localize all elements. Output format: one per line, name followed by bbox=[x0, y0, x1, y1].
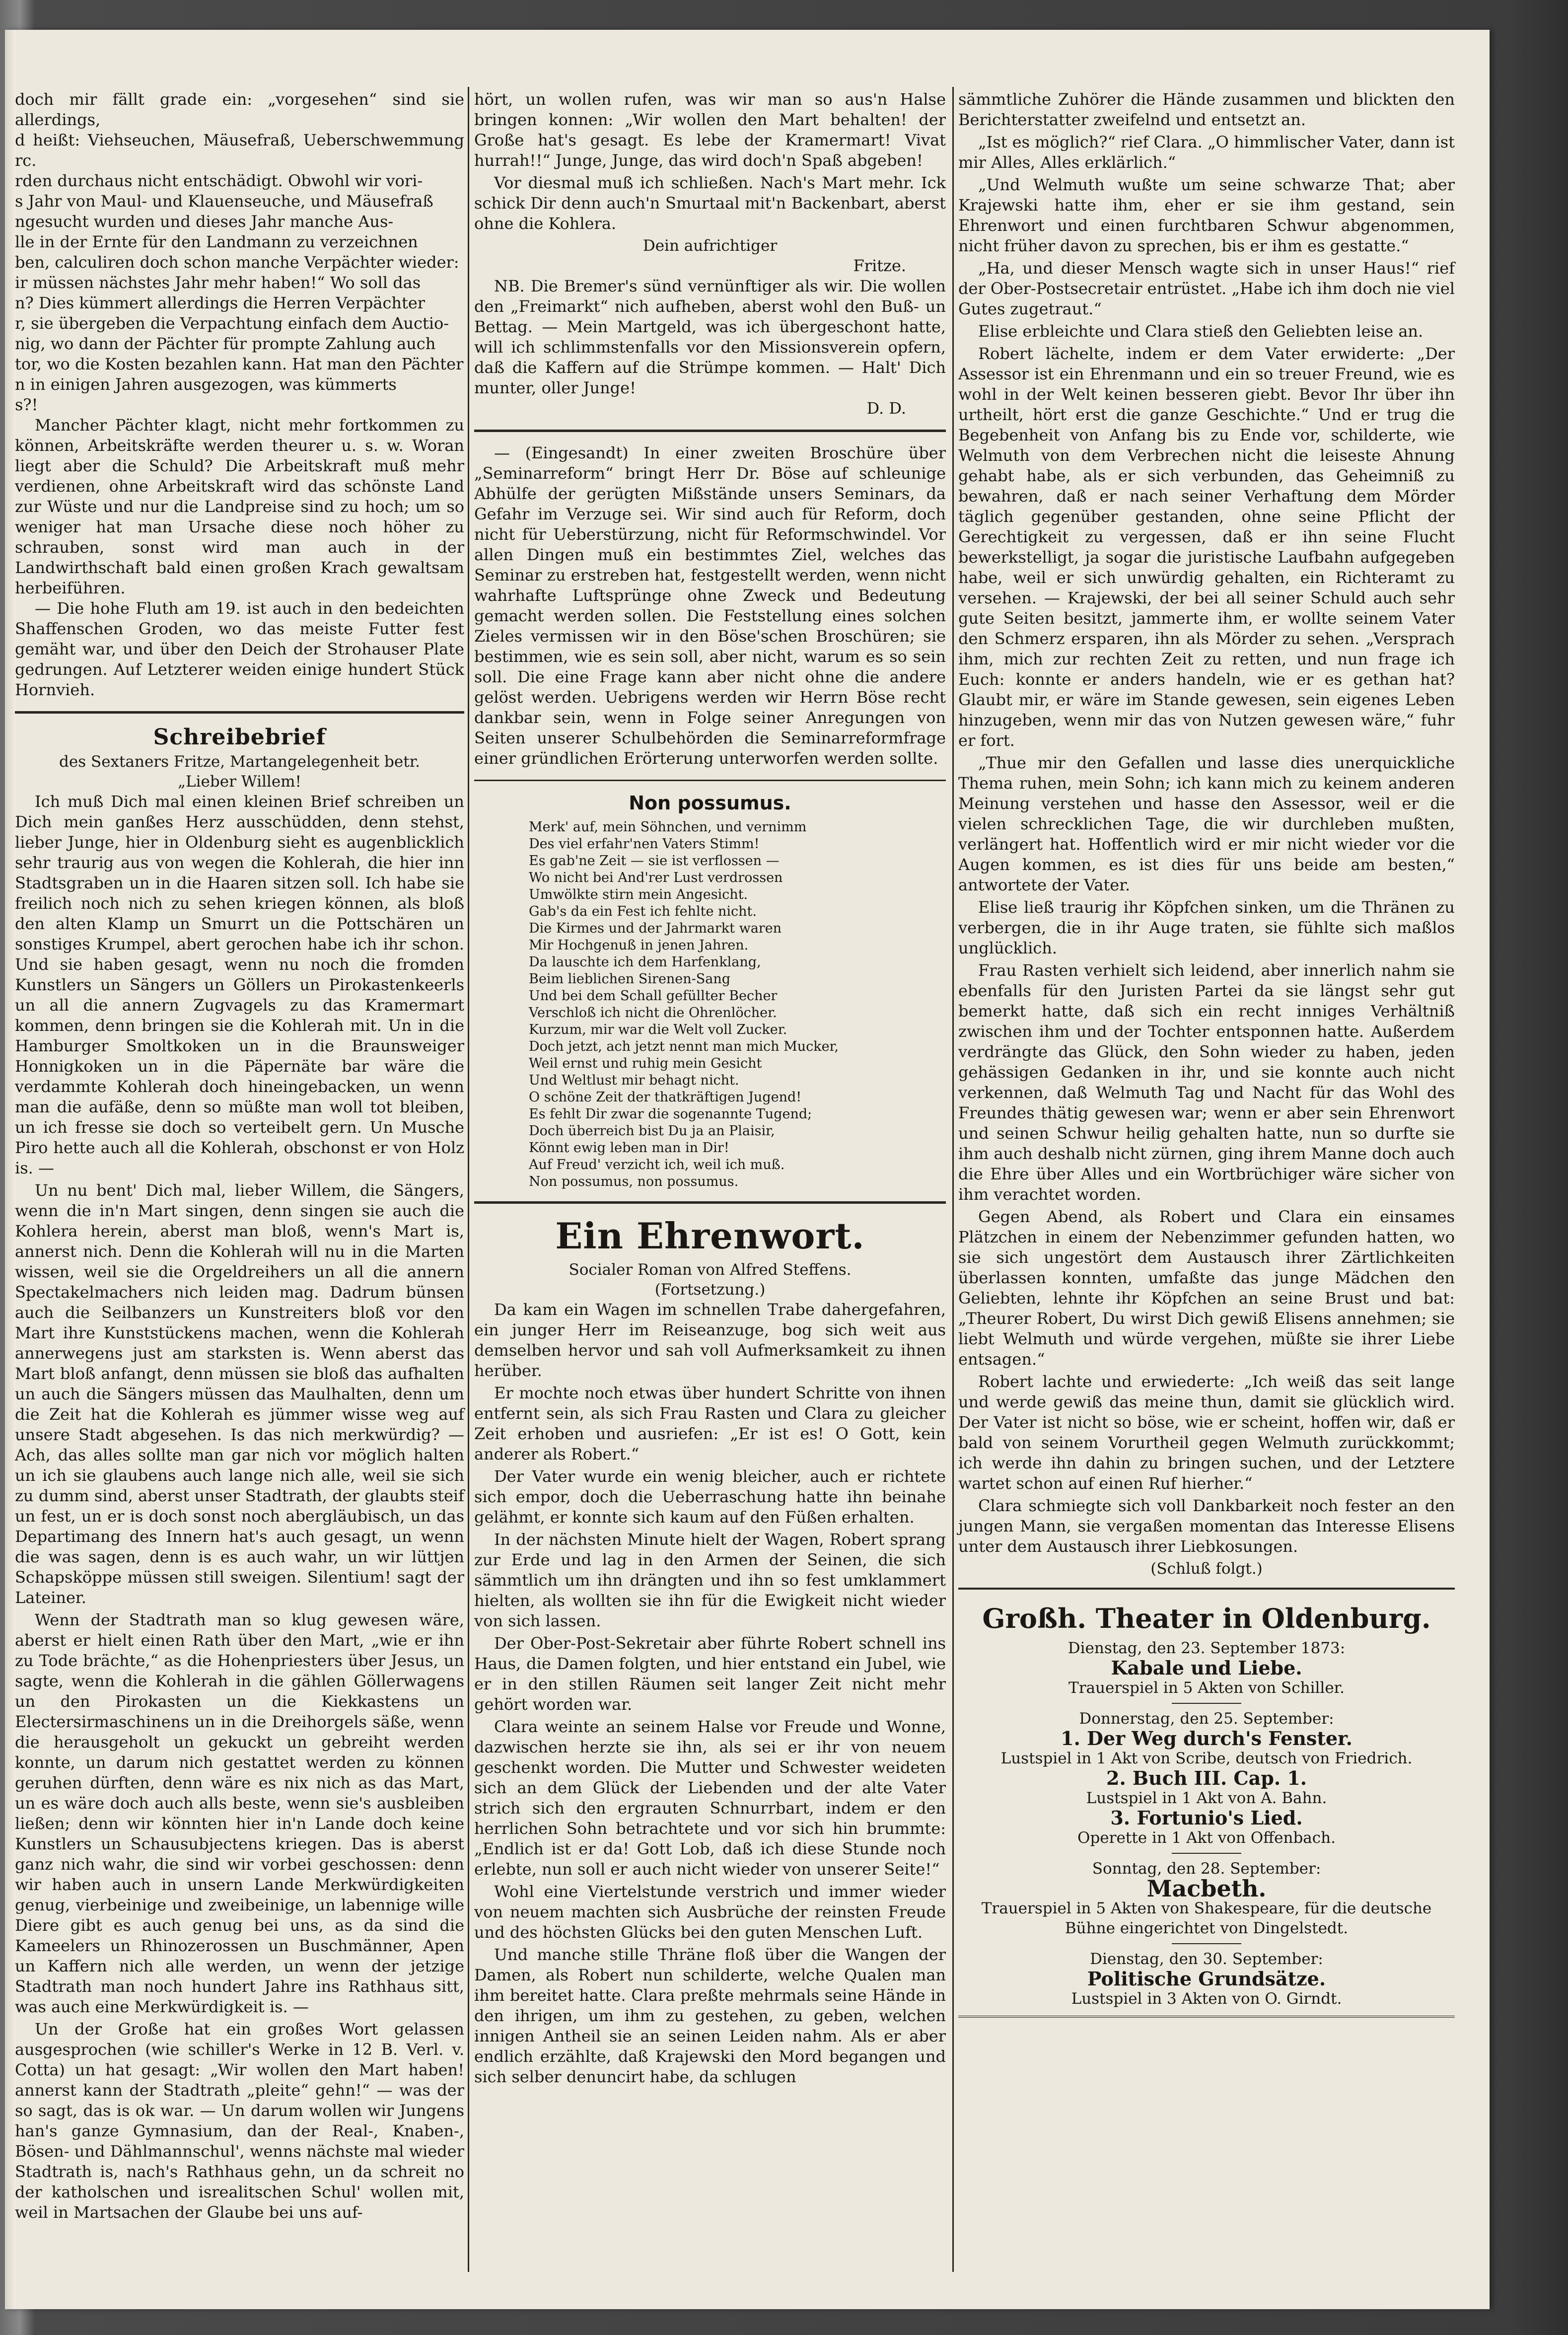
poem-line: Kurzum, mir war die Welt voll Zucker. bbox=[529, 1022, 787, 1037]
performance-description: Trauerspiel in 5 Akten von Schiller. bbox=[1069, 1679, 1345, 1697]
poem-line: Und bei dem Schall gefüllter Becher bbox=[529, 988, 778, 1004]
text-line: doch mir fällt grade ein: „vorgesehen“ sind sie allerdings, bbox=[15, 90, 464, 129]
column-left bbox=[15, 89, 464, 2225]
letter-postscript: NB. Die Bremer's sünd vernünftiger als wir. Die wollen den „Freimarkt“ nich aufheben, aberst wohl den Buß- un Bettag. — Mein Martgeld, was ich übergeschont hatte, will ich schlimmstenfalls vor den Missionsverein opfern, daß die Kaffern auf die Strümpe kommen. — Halt' Dich munter, oller Junge! bbox=[474, 277, 946, 397]
column-left-intro bbox=[15, 89, 464, 415]
performance-description: Lustspiel in 1 Akt von A. Bahn. bbox=[1086, 1789, 1327, 1807]
novel-title: Ein Ehrenwort. bbox=[555, 1215, 865, 1257]
novel-body-continued bbox=[958, 89, 1455, 1557]
theater-title: Großh. Theater in Oldenburg. bbox=[982, 1603, 1431, 1634]
poem-line: Die Kirmes und der Jahrmarkt waren bbox=[529, 921, 782, 936]
performance-date: Dienstag, den 23. September 1873: bbox=[1068, 1639, 1346, 1657]
text-line: n? Dies kümmert allerdings die Herren Verpächter bbox=[15, 293, 426, 312]
column-right bbox=[958, 89, 1455, 2018]
text-line: ir müssen nächstes Jahr mehr haben!“ Wo soll das bbox=[15, 273, 421, 292]
poem-line: Da lauschte ich dem Harfenklang, bbox=[529, 954, 761, 970]
performance-description: Lustspiel in 3 Akten von O. Girndt. bbox=[1071, 1990, 1342, 2008]
novel-continuation-note: (Fortsetzung.) bbox=[654, 1281, 766, 1299]
novel-paragraph: Elise ließ traurig ihr Köpfchen sinken, um die Thränen zu verbergen, die in ihr Auge traten, sie fühlte sich maßlos unglücklich. bbox=[958, 898, 1455, 957]
letter-paragraph: Vor diesmal muß ich schließen. Nach's Mart mehr. Ick schick Dir denn auch'n Smurtaal mit'n Backenbart, aberst ohne die Kohlera. bbox=[474, 173, 946, 233]
novel-body bbox=[474, 1300, 946, 2087]
novel-paragraph: In der nächsten Minute hielt der Wagen, Robert sprang zur Erde und lag in den Armen der Seinen, die sich sämmtlich um ihn drängten und ihn so fest umklammert hielten, als wollten sie ihn für die Ewigkeit nicht wieder von sich lassen. bbox=[474, 1530, 946, 1630]
performance-date: Dienstag, den 30. September: bbox=[1090, 1950, 1323, 1968]
poem-line: Beim lieblichen Sirenen-Sang bbox=[529, 971, 731, 987]
text-line: ben, calculiren doch schon manche Verpächter wieder: bbox=[15, 253, 459, 272]
novel-paragraph: sämmtliche Zuhörer die Hände zusammen und blickten den Berichterstatter zweifelnd und entsetzt an. bbox=[958, 90, 1455, 129]
novel-paragraph: „Thue mir den Gefallen und lasse dies unerquickliche Thema ruhen, mein Sohn; ich kann mich zu keinem anderen Meinung verstehen und hasse den Assessor, weil er die vielen schrecklichen Tage, die wir durchleben mußten, verlängert hat. Hoffentlich wird er mir nicht wieder vor die Augen kommen, es ist dies für uns beide am besten,“ antwortete der Vater. bbox=[958, 753, 1455, 894]
letter-closing: Dein aufrichtiger bbox=[642, 237, 778, 255]
divider bbox=[1172, 1703, 1241, 1704]
theater-announcement bbox=[958, 1588, 1455, 2018]
postscript-signature: D. D. bbox=[866, 399, 906, 418]
letter-subtitle: des Sextaners Fritze, Martangelegenheit betr. bbox=[59, 753, 420, 771]
letter-paragraph: Un der Große hat ein großes Wort gelassen ausgesprochen (wie schiller's Werke in 12 B. Verl. v. Cotta) un hat gesagt: „Wir wollen den Mart haben! annerst kann der Stadtrath „pleite“ gehn!“ — was der so sagt, das is ok war. — Un darum wollen wir Jungens han's ganze Gymnasium, dan der Real-, Knaben-, Bösen- und Dählmannschul', wenns nächste mal wieder Stadtrath is, nach's Rathhaus gehn, un da schreit no der katholschen und isrealitschen Schul' wollen mit, weil in Martsachen der Glaube bei uns auf- bbox=[15, 2020, 464, 2222]
text-line: s?! bbox=[15, 395, 38, 414]
novel-paragraph: Clara schmiegte sich voll Dankbarkeit noch fester an den jungen Mann, sie vergaßen momentan das Interesse Elisens unter dem Austausch ihrer Liebkosungen. bbox=[958, 1496, 1455, 1556]
text-line: rden durchaus nicht entschädigt. Obwohl wir vori- bbox=[15, 171, 423, 190]
section-divider bbox=[474, 430, 946, 432]
novel-paragraph: Der Ober-Post-Sekretair aber führte Robert schnell ins Haus, die Damen folgten, und hier entstand ein Jubel, wie er in den stillen Räumen seit langer Zeit nicht mehr gehört worden war. bbox=[474, 1634, 946, 1714]
letter-title: Schreibebrief bbox=[153, 725, 326, 750]
poem-line: Doch jetzt, ach jetzt nennt man mich Mucker, bbox=[529, 1039, 839, 1054]
poem-line: Und Weltlust mir behagt nicht. bbox=[529, 1073, 739, 1088]
text-line: ngesucht wurden und dieses Jahr manche Aus- bbox=[15, 212, 394, 231]
performance-title: Macbeth. bbox=[1146, 1875, 1267, 1902]
novel-paragraph: Robert lächelte, indem er dem Vater erwiderte: „Der Assessor ist ein Ehrenmann und ein so treuer Freund, wie es wohl in der Welt keinen besseren giebt. Bevor Ihr über ihn urtheilt, hört erst die ganze Geschichte.“ Und er trug die Begebenheit von Anfang bis zu Ende vor, schilderte, wie Welmuth von dem Verbrechen nicht die leiseste Ahnung gehabt habe, als er sich verbunden, das Geheimniß zu bewahren, daß er nach seiner Verhaftung dem Mörder täglich gegenüber gestanden, ohne seine Pflicht der Gerechtigkeit zu vergessen, daß er ihn seine Flucht bewerkstelligt, ja sogar die juristische Laufbahn aufgegeben habe, weil er sich unwürdig gehalten, ein Richteramt zu versehen. — Krajewski, der bei all seiner Schuld auch sehr gute Seiten besitzt, jammerte ihm, er wollte seinem Vater den Schmerz ersparen, ihn als Mörder zu sehen. „Versprach ihm, mich zur rechten Zeit zu retten, und nun frage ich Euch: konnte er anders handeln, wie er es gethan hat? Glaubt mir, er wäre im Stande gewesen, sein eigenes Leben hinzugeben, wenn mir das von Nutzen gewesen wäre,“ fuhr er fort. bbox=[958, 344, 1455, 750]
performance-description: Trauerspiel in 5 Akten von Shakespeare, für die deutsche Bühne eingerichtet von Dingelstedt. bbox=[981, 1899, 1432, 1937]
poem-title: Non possumus. bbox=[629, 792, 791, 814]
poem-line: Non possumus, non possumus. bbox=[529, 1174, 739, 1189]
poem-line: Es gab'ne Zeit — sie ist verflossen — bbox=[529, 853, 780, 869]
text-line: tor, wo die Kosten bezahlen kann. Hat man den Pächter bbox=[15, 355, 464, 373]
novel-paragraph: Der Vater wurde ein wenig bleicher, auch er richtete sich empor, doch die Ueberraschung hatte ihn beinahe gelähmt, er konnte sich kaum auf den Füßen erhalten. bbox=[474, 1467, 946, 1527]
divider bbox=[1172, 1943, 1241, 1944]
newspaper-page bbox=[5, 30, 1490, 2309]
novel-paragraph: „Und Welmuth wußte um seine schwarze That; aber Krajewski hatte ihm, eher er sie ihm gestand, sein Ehrenwort und einen furchtbaren Schwur abgenommen, nicht früher davon zu sprechen, bis er ihm es gestatte.“ bbox=[958, 175, 1455, 255]
section-divider bbox=[474, 1201, 946, 1204]
text-line: s Jahr von Maul- und Klauenseuche, und Mäusefraß bbox=[15, 192, 433, 211]
poem-line: Gab's da ein Fest ich fehlte nicht. bbox=[529, 904, 757, 919]
poem-line: O schöne Zeit der thatkräftigen Jugend! bbox=[529, 1090, 802, 1105]
poem-line: Weil ernst und ruhig mein Gesicht bbox=[529, 1056, 762, 1071]
poem-line: Auf Freud' verzicht ich, weil ich muß. bbox=[529, 1157, 785, 1172]
poem-line: Merk' auf, mein Söhnchen, und vernimm bbox=[529, 819, 807, 835]
performance-description: Operette in 1 Akt von Offenbach. bbox=[1077, 1829, 1336, 1847]
performance-title: 2. Buch III. Cap. 1. bbox=[1106, 1767, 1307, 1789]
novel-paragraph: Und manche stille Thräne floß über die Wangen der Damen, als Robert nun schilderte, welche Qualen man ihm bereitet hatte. Clara preßte mehrmals seine Hände in den ihrigen, um ihm zu gestehen, zu geben, welchen innigen Antheil sie an seinen Leiden nahm. Als er aber endlich erzählte, daß Krajewski den Mord begangen und sich selber denuncirt habe, da schlugen bbox=[474, 1945, 946, 2086]
performance-date: Donnerstag, den 25. September: bbox=[1079, 1710, 1334, 1728]
poem-line: Verschloß ich nicht die Ohrenlöcher. bbox=[529, 1005, 777, 1021]
text-line: lle in der Ernte für den Landmann zu verzeichnen bbox=[15, 232, 418, 251]
divider bbox=[1172, 1853, 1241, 1854]
letter-paragraph: Wenn der Stadtrath man so klug gewesen wäre, aberst er hielt einen Rath über den Mart, „wie er ihn zu Tode brächte,“ as die Hohenpriesters über Jesus, un sagte, wenn die Kohlerah in die gählen Göllerwagens un den Pirokasten un die Kiekkastens un Electersirmaschinens un in die Dreihorgels säße, wenn die herausgeholt un gekuckt un gebreiht werden konnte, un darum nich gestattet werden zu können geruhen dürften, denn wäre es nix nich as das Mart, un es wäre doch auch alls beste, wenn sie's ausbleiben ließen; denn wir könnten hier in'n Lande doch keine Kunstlers un Schausubjectens kriegen. Das is aberst ganz nich wahr, die sind wir vorbei geschossen: denn wir haben auch in unsern Lande Merkwürdigkeiten genug, vierbeinige und zweibeinige, un labennige wille Diere gibt es auch genug bei uns, as da sind die Kameelers un Rhinozerossen un Buschmänner, Apen un Kaffern nich alle werden, un wenn der jetzige Stadtrath man noch hundert Jahre ins Rathhaus sitt, was auch eine Merkwürdigkeit is. — bbox=[15, 1610, 464, 2016]
text-line: nig, wo dann der Pächter für prompte Zahlung auch bbox=[15, 334, 436, 353]
poem-body bbox=[474, 819, 946, 1190]
novel-end-note: (Schluß folgt.) bbox=[1150, 1560, 1263, 1578]
letter-signature: Fritze. bbox=[853, 256, 906, 275]
novel-paragraph: Robert lachte und erwiederte: „Ich weiß das seit lange und werde gewiß das meine thun, damit sie glücklich wird. Der Vater ist nicht so böse, wie er scheint, hoffen wir, daß er bald von seinem Vorurtheil gegen Welmuth zurückkommt; ich werde ihn dahin zu bringen suchen, und der Letztere wartet schon auf einen Ruf hierher.“ bbox=[958, 1372, 1455, 1493]
poem-line: Doch überreich bist Du ja an Plaisir, bbox=[529, 1123, 775, 1139]
novel-paragraph: Da kam ein Wagen im schnellen Trabe dahergefahren, ein junger Herr im Reiseanzuge, bog sich weit aus demselben hervor und sah voll Aufmerksamkeit zu ihnen herüber. bbox=[474, 1300, 946, 1380]
text-line: r, sie übergeben die Verpachtung einfach dem Auctio- bbox=[15, 314, 449, 333]
poem-line: Des viel erfahr'nen Vaters Stimm! bbox=[529, 836, 760, 852]
text-line: n in einigen Jahren ausgezogen, was kümmerts bbox=[15, 375, 397, 394]
poem-line: Es fehlt Dir zwar die sogenannte Tugend; bbox=[529, 1106, 812, 1122]
performance-title: 1. Der Weg durch's Fenster. bbox=[1061, 1727, 1353, 1750]
poem-line: Wo nicht bei And'rer Lust verdrossen bbox=[529, 870, 783, 885]
performance-description: Lustspiel in 1 Akt von Scribe, deutsch von Friedrich. bbox=[1000, 1750, 1413, 1767]
page-fold bbox=[5, 30, 16, 2309]
paragraph-flut: — Die hohe Fluth am 19. ist auch in den bedeichten Shaffenschen Groden, wo das meiste Futter fest gemäht war, und über den Deich der Strohauser Plate gedrungen. Auf Letzterer weiden einige hundert Stück Hornvieh. bbox=[15, 599, 464, 699]
letter-body bbox=[15, 792, 464, 2223]
eingesandt-article: — (Eingesandt) In einer zweiten Broschüre über „Seminarreform“ bringt Herr Dr. Böse auf schleunige Abhülfe der gerügten Mißstände unsers Seminars, da Gefahr im Verzuge sei. Wir sind auch für Reform, doch nicht für Ueberstürzung, nicht für Reformschwindel. Vor allen Dingen muß ein bestimmtes Ziel, welches das Seminar zu erstreben hat, festgestellt werden, wenn nicht wahrhafte Luftsprünge ohne Zweck und Bedeutung gemacht werden sollen. Die Feststellung eines solchen Zieles vermissen wir in den Böse'schen Broschüren; sie bestimmen, wie es sein soll, aber nicht, warum es so sein soll. Die eine Frage kann aber nicht ohne die andere gelöst werden. Uebrigens werden wir Herrn Böse recht dankbar sein, wenn in Folge seiner Anregungen von Seiten unserer Schulbehörden die Seminarreformfrage einer gründlichen Erörterung unterworfen werden sollte. bbox=[474, 443, 946, 768]
poem-line: Umwölkte stirn mein Angesicht. bbox=[529, 887, 748, 902]
novel-paragraph: Er mochte noch etwas über hundert Schritte von ihnen entfernt sein, als sich Frau Rasten und Clara zu gleicher Zeit erhoben und ausriefen: „Er ist es! O Gott, kein anderer als Robert.“ bbox=[474, 1384, 946, 1463]
novel-paragraph: „Ha, und dieser Mensch wagte sich in unser Haus!“ rief der Ober-Postsecretair entrüstet. „Habe ich ihm doch nie viel Gutes zugetraut.“ bbox=[958, 259, 1455, 318]
letter-continuation bbox=[474, 89, 946, 234]
novel-paragraph: „Ist es möglich?“ rief Clara. „O himmlischer Vater, dann ist mir Alles, Alles erklärlich.“ bbox=[958, 133, 1455, 172]
novel-byline: Socialer Roman von Alfred Steffens. bbox=[569, 1261, 852, 1279]
performance-date: Sonntag, den 28. September: bbox=[1092, 1860, 1321, 1878]
paragraph-paechter: Mancher Pächter klagt, nicht mehr fortkommen zu können, Arbeitskräfte werden theurer u. s. w. Woran liegt aber die Schuld? Die Arbeitskraft muß mehr verdienen, ohne Arbeitskraft wird das schönste Land zur Wüste und nur die Landpreise sind zu hoch; um so weniger hat man Ursache diese noch höher zu schrauben, sonst wird man auch in der Landwirthschaft bald einen großen Krach gewaltsam herbeiführen. bbox=[15, 416, 464, 597]
column-rule bbox=[952, 87, 954, 2272]
poem-line: Könnt ewig leben man in Dir! bbox=[529, 1140, 729, 1156]
poem-line: Mir Hochgenuß in jenen Jahren. bbox=[529, 938, 749, 953]
column-rule bbox=[468, 87, 469, 2272]
letter-paragraph: hört, un wollen rufen, was wir man so aus'n Halse bringen konnen: „Wir wollen den Mart behalten! der Große hat's gesagt. Es lebe der Kramermart! Vivat hurrah!!“ Junge, Junge, das wird doch'n Spaß abgeben! bbox=[474, 90, 946, 170]
performance-title: Kabale und Liebe. bbox=[1111, 1657, 1302, 1679]
section-divider bbox=[15, 711, 464, 714]
novel-paragraph: Frau Rasten verhielt sich leidend, aber innerlich nahm sie ebenfalls für den Juristen Partei da sie längst sehr gut bemerkt hatte, daß sich ein recht inniges Verhältniß zwischen ihm und der Tochter entsponnen hatte. Außerdem verdrängte das Glück, den Sohn wieder zu haben, jeden gehässigen Gedanken in ihr, und sie konnte auch nicht verkennen, daß Welmuth Tag und Nacht für das Wohl des Freundes thätig gewesen war; wenn er aber sein Ehrenwort und seinen Schwur heilig gehalten hatte, nun so durfte sie ihm auch deshalb nicht zürnen, ging ihrem Manne doch auch die Ehre über Alles und ein Wortbrüchiger wäre sicher von ihm verachtet worden. bbox=[958, 961, 1455, 1204]
novel-paragraph: Clara weinte an seinem Halse vor Freude und Wonne, dazwischen herzte sie ihn, als sei er ihr von neuem geschenkt worden. Die Mutter und Schwester weideten sich an dem Glück der Liebenden und der alte Vater strich sich den ergrauten Schnurrbart, indem er den herrlichen Sohn betrachtete und vor sich hin brummte: „Endlich ist er da! Gott Lob, daß ich diese Stunde noch erlebte, nun soll er auch nicht wieder von unserer Seite!“ bbox=[474, 1717, 946, 1879]
performance-title: Politische Grundsätze. bbox=[1087, 1968, 1326, 1990]
novel-paragraph: Wohl eine Viertelstunde verstrich und immer wieder von neuem machten sich Ausbrüche der reinsten Freude und des höchsten Glücks bei den guten Menschen Luft. bbox=[474, 1882, 946, 1942]
novel-paragraph: Gegen Abend, als Robert und Clara ein einsames Plätzchen in einem der Nebenzimmer gefunden hatten, wo sie sich ungestört dem Austausch ihrer Zärtlichkeiten überlassen konnten, umfaßte das junge Mädchen den Geliebten, lehnte ihr Köpfchen an seine Brust und bat: „Theurer Robert, Du wirst Dich gewiß Elisens annehmen; sie liebt Welmuth und würde vergehen, müßte sie ihrer Liebe entsagen.“ bbox=[958, 1207, 1455, 1369]
letter-greeting: „Lieber Willem! bbox=[177, 773, 302, 791]
column-middle bbox=[474, 89, 946, 2089]
section-divider bbox=[474, 780, 946, 781]
performance-title: 3. Fortunio's Lied. bbox=[1110, 1807, 1303, 1829]
novel-paragraph: Elise erbleichte und Clara stieß den Geliebten leise an. bbox=[978, 322, 1424, 341]
letter-paragraph: Un nu bent' Dich mal, lieber Willem, die Sängers, wenn die in'n Mart singen, denn singen sie auch die Kohlera herein, aberst man bloß, wenn's Mart is, annerst nich. Denn die Kohlerah will nu in die Marten wissen, weil sie die Orgeldreihers un all die annern Spectakelmachers nich leiden mag. Dadrum bünsen auch die Seilbanzers un Kunstreiters bloß vor den Mart ihre Kunststückens machen, wenn die Kohlerah annerwegens just am starksten is. Wenn aberst das Mart bloß anfangt, denn müssen sie bloß das aufhalten un auch die Sängers müssen das Maulhalten, denn um die Zeit hat die Kohlerah es jümmer wisse weg auf unsere Stadt abgesehen. Is das nich merkwürdig? — Ach, das alles sollte man gar nich vor möglich halten un ich sie glaubens auch lange nich alle, weil sie sich zu dumm sind, aberst unser Stadtrath, der glaubts steif un fest, un er is doch sonst noch abergläubisch, un das Departimang des Innern hat's auch gesagt, un wenn die was sagen, denn is es auch wahr, un wir lüttjen Schapsköppe müssen still sweigen. Silentium! sagt der Lateiner. bbox=[15, 1181, 464, 1607]
letter-paragraph: Ich muß Dich mal einen kleinen Brief schreiben un Dich mein ganßes Herz ausschüdden, denn stehst, lieber Junge, hier in Oldenburg sieht es augenblicklich sehr traurig aus von wegen die Kohlerah, die hier inn Stadtsgraben un in die Haaren sitzen soll. Ich habe sie freilich noch nich zu sehen kriegen können, als bloß den alten Klamp un Smurrt un die Pottschären un sonstiges Krumpel, abert gerochen habe ich ihr schon. Und sie haben gesagt, wenn nu noch die fromden Kunstlers un Sängers un Göllers un Pirokastenkeerls un all die annern Zugvagels zu das Kramermart kommen, denn bringen sie die Kohlerah mit. Un in die Hamburger Smoltkoken un in die Braunsweiger Honnigkoken un in die Päpernäte bar wäre die verdammte Kohlerah doch hineingebacken, un wenn man die aufäße, denn so müßte man woll tot bleiben, un ich fresse sie doch so verteibelt gern. Un Musche Piro hette auch all die Kohlerah, obschonst er von Holz is. — bbox=[15, 792, 464, 1177]
text-line: d heißt: Viehseuchen, Mäusefraß, Ueberschwemmung rc. bbox=[15, 131, 464, 170]
